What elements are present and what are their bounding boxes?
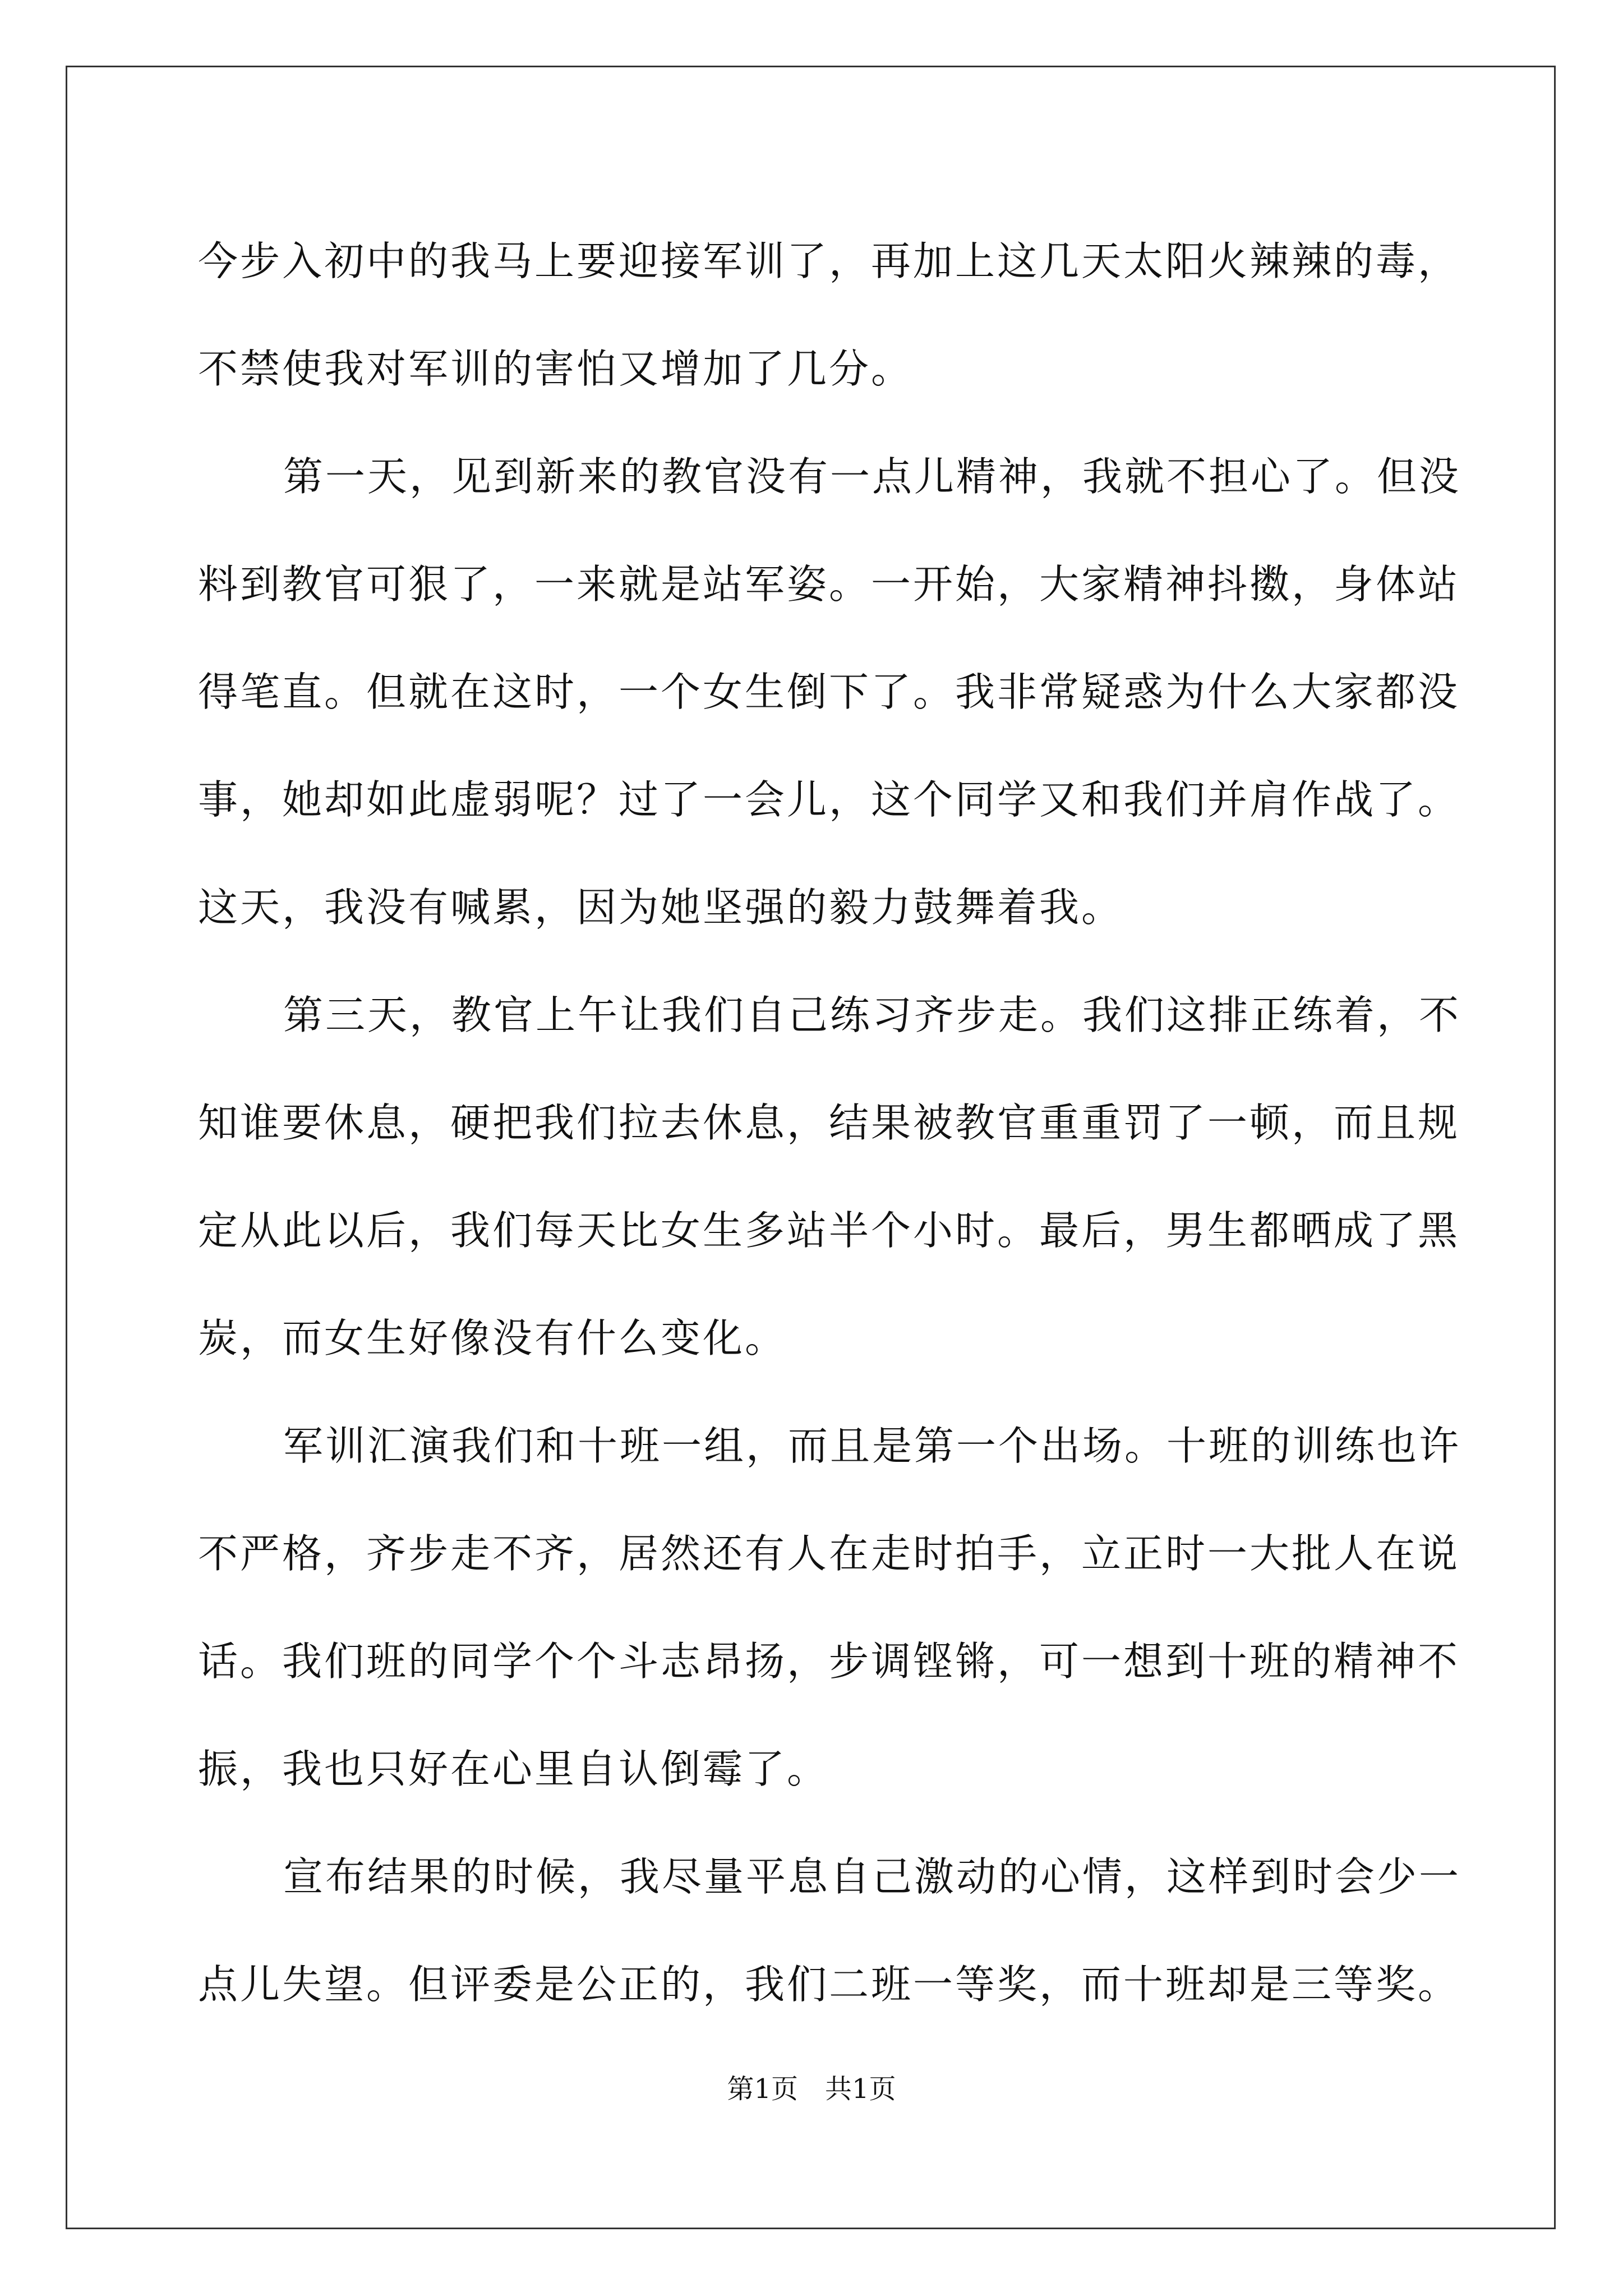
text-line: 话。我们班的同学个个斗志昂扬，步调铿锵，可一想到十班的精神不 — [198, 1638, 1460, 1685]
text-line: 知谁要休息，硬把我们拉去休息，结果被教官重重罚了一顿，而且规 — [198, 1099, 1460, 1146]
text-line: 炭，而女生好像没有什么变化。 — [198, 1315, 787, 1361]
text-line: 振，我也只好在心里自认倒霉了。 — [198, 1746, 829, 1792]
text-line: 料到教官可狠了，一来就是站军姿。一开始，大家精神抖擞，身体站 — [198, 561, 1460, 608]
page-footer — [0, 2072, 1623, 2106]
paragraph-start-line: 第三天，教官上午让我们自己练习齐步走。我们这排正练着，不 — [283, 992, 1461, 1038]
page-total: 共1页 — [825, 2073, 896, 2105]
text-line: 不禁使我对军训的害怕又增加了几分。 — [198, 346, 914, 392]
text-line: 事，她却如此虚弱呢？过了一会儿，这个同学又和我们并肩作战了。 — [198, 776, 1460, 823]
text-line: 定从此以后，我们每天比女生多站半个小时。最后，男生都晒成了黑 — [198, 1207, 1460, 1254]
text-line: 点儿失望。但评委是公正的，我们二班一等奖，而十班却是三等奖。 — [198, 1961, 1460, 2008]
page-number: 第1页 — [727, 2073, 798, 2105]
text-line: 这天，我没有喊累，因为她坚强的毅力鼓舞着我。 — [198, 884, 1124, 931]
paragraph-start-line: 宣布结果的时候，我尽量平息自己激动的心情，这样到时会少一 — [283, 1853, 1461, 1900]
document-body — [198, 208, 1461, 2039]
text-line: 今步入初中的我马上要迎接军训了，再加上这几天太阳火辣辣的毒， — [198, 238, 1460, 284]
paragraph-start-line: 第一天，见到新来的教官没有一点儿精神，我就不担心了。但没 — [283, 453, 1461, 500]
text-line: 不严格，齐步走不齐，居然还有人在走时拍手，立正时一大批人在说 — [198, 1530, 1460, 1577]
paragraph-start-line: 军训汇演我们和十班一组，而且是第一个出场。十班的训练也许 — [283, 1423, 1461, 1469]
text-line: 得笔直。但就在这时，一个女生倒下了。我非常疑惑为什么大家都没 — [198, 669, 1460, 715]
